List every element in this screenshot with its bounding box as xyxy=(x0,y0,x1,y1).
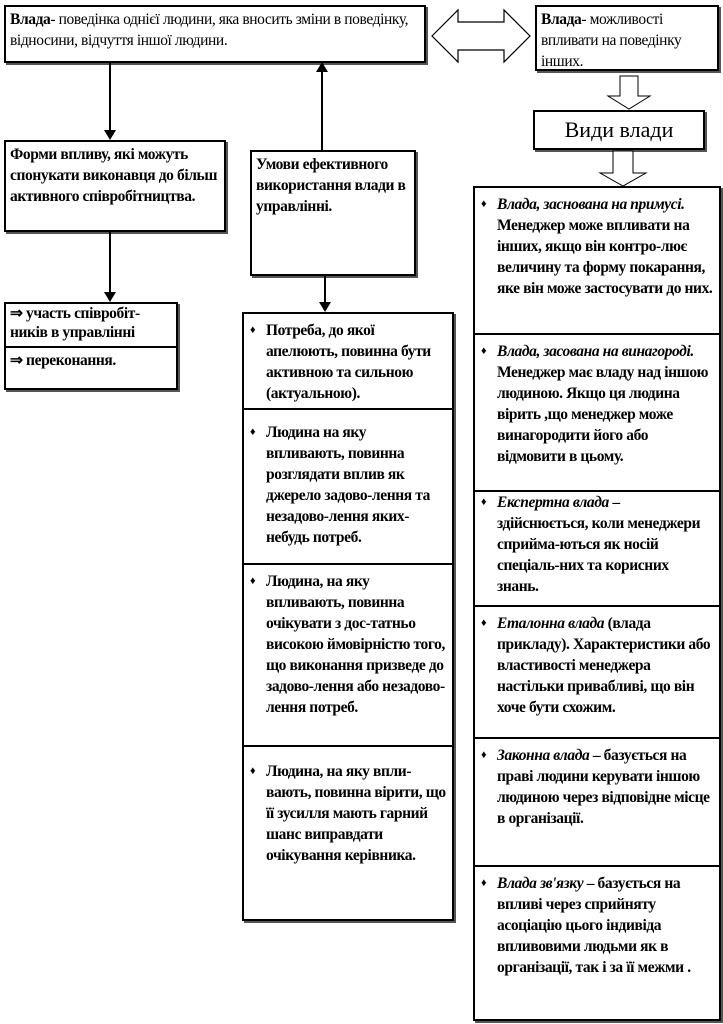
types-title: Види влади xyxy=(564,117,674,142)
condition-item xyxy=(244,565,452,747)
condition-text: Людина, на яку впли-вають, повинна вірити, що її зусилля мають гарний шанс виправдати очікування керівника. xyxy=(266,763,446,864)
condition-item xyxy=(244,314,452,410)
arrow-head-down-icon xyxy=(319,302,331,312)
condition-item xyxy=(244,747,452,919)
type-item xyxy=(475,492,719,607)
hollow-arrow-down-icon xyxy=(606,76,652,110)
arrow-head-down-icon xyxy=(104,292,116,302)
forms-item: ⇒ участь співробіт-ників в управлінні xyxy=(6,304,176,348)
type-item xyxy=(475,739,719,867)
type-description: – базується на впливі через сприйняту асоціацію цього індивіда впливовими людьми як в організації, так і за її межми . xyxy=(497,875,691,976)
forms-list xyxy=(4,302,178,390)
definition-lead: Влада xyxy=(10,11,51,28)
type-name: Влада, заснована на примусі. xyxy=(497,196,685,213)
forms-box xyxy=(4,140,226,232)
arrow-head-up-icon xyxy=(316,62,328,72)
type-item xyxy=(475,335,719,492)
types-title-box xyxy=(533,110,705,150)
type-item xyxy=(475,607,719,739)
types-list xyxy=(473,186,721,1021)
conditions-title-box xyxy=(250,150,416,276)
type-item xyxy=(475,867,719,1019)
type-description: Менеджер має владу над іншою людиною. Якщо ця людина вірить ,що менеджер може винагородити його або відмовити в цьому. xyxy=(497,364,709,465)
type-name: Влада, засована на винагороді. xyxy=(497,343,694,360)
type-name: Еталонна влада xyxy=(497,615,605,632)
bullet-icon: ♦ xyxy=(481,198,487,210)
type-name: Влада зв'язку xyxy=(497,875,584,892)
conditions-list xyxy=(242,312,454,921)
connector-line xyxy=(109,232,111,294)
bullet-icon: ♦ xyxy=(481,749,487,761)
forms-item: ⇒ переконання. xyxy=(10,352,116,369)
condition-item xyxy=(244,410,452,565)
conditions-title: Умови ефективного використання влади в управлінні. xyxy=(256,156,406,215)
arrow-head-down-icon xyxy=(104,130,116,140)
bullet-icon: ♦ xyxy=(481,877,487,889)
definition-lead: Влада xyxy=(541,11,582,28)
type-description: – здійснюється, коли менеджери сприйма-ються як носій спеціаль-них та корисних знань. xyxy=(497,494,701,595)
type-name: Експертна влада xyxy=(497,494,609,511)
definition-text: - можливості впливати на поведінку інших. xyxy=(541,11,682,70)
type-description: – базується на праві людини керувати іншою людиною через відповідне місце в організації. xyxy=(497,747,710,827)
type-description: (влада прикладу). Характеристики або властивості менеджера настільки привабливі, що він хоче бути схожим. xyxy=(497,615,711,716)
bullet-icon: ♦ xyxy=(250,324,256,336)
connector-line xyxy=(109,63,111,133)
definition-box-left xyxy=(4,5,426,63)
bullet-icon: ♦ xyxy=(250,575,256,587)
type-item xyxy=(475,188,719,335)
bullet-icon: ♦ xyxy=(481,345,487,357)
bullet-icon: ♦ xyxy=(250,426,256,438)
type-name: Законна влада xyxy=(497,747,590,764)
forms-title: Форми впливу, які можуть спонукати виконавця до більш активного співробітництва. xyxy=(10,146,218,205)
connector-line xyxy=(324,276,326,304)
condition-text: Потреба, до якої апелюють, повинна бути активною та сильною (актуальною). xyxy=(266,322,431,402)
bullet-icon: ♦ xyxy=(250,765,256,777)
definition-text: - поведінка однієї людини, яка вносить зміни в поведінку, відносини, відчуття іншої людини. xyxy=(10,11,409,49)
definition-box-right xyxy=(535,5,719,71)
bullet-icon: ♦ xyxy=(481,617,487,629)
type-description: Менеджер може впливати на інших, якщо він контро-лює величину та форму покарання, яке він може застосувати до них. xyxy=(497,217,713,297)
double-arrow-icon xyxy=(430,8,532,64)
connector-line xyxy=(321,70,323,150)
bullet-icon: ♦ xyxy=(481,496,487,508)
condition-text: Людина на яку впливають, повинна розглядати вплив як джерело задово-лення та незадово-лення яких-небудь потреб. xyxy=(266,424,430,546)
condition-text: Людина, на яку впливають, повинна очікувати з дос-татньо високою ймовірністю того, що виконання призведе до задово-лення або незадово-лення потреб. xyxy=(266,573,445,716)
hollow-arrow-down-icon xyxy=(598,151,648,187)
